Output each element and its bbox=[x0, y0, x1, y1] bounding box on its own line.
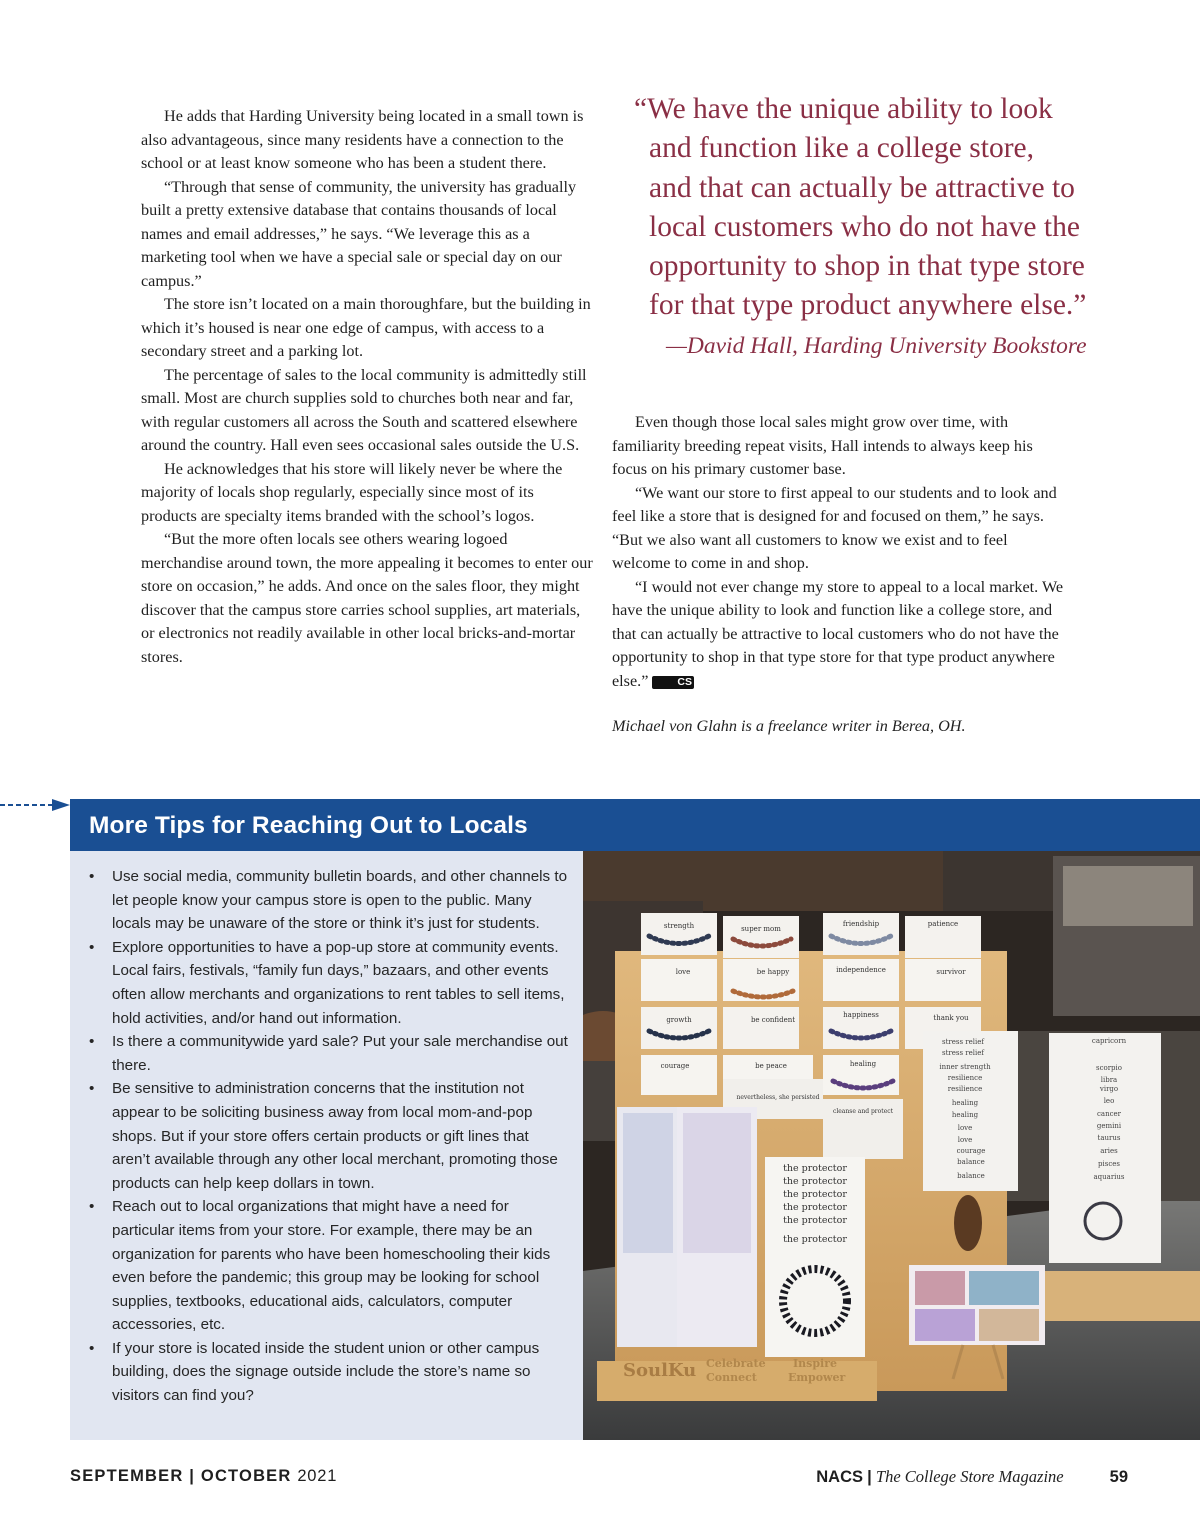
article-paragraph: “But the more often locals see others wearing logoed merchandise around town, the more appealing it becomes to enter our store on occasion,” he adds. And once on the sales floor, they might discover that the campus store carries school supplies, art materials, or electronics not readily available in other local bricks-and-mortar stores. bbox=[141, 530, 593, 666]
card-label: thank you bbox=[933, 1014, 969, 1022]
card-label: happiness bbox=[843, 1011, 879, 1019]
footer-issue bbox=[70, 1467, 337, 1486]
sidebar-box bbox=[70, 851, 583, 1440]
card-label: the protector bbox=[783, 1163, 847, 1174]
sidebar-header bbox=[70, 799, 1200, 851]
footer-separator: | bbox=[189, 1467, 196, 1485]
list-item bbox=[89, 1195, 569, 1337]
card-label: capricorn bbox=[1091, 1037, 1127, 1045]
article-left-column bbox=[141, 105, 593, 669]
tip-text: Be sensitive to administration concerns that the institution not appear to be soliciting business away from local mom-and-pop shops. But if your store offers certain products or gift lines that aren’t available through any other local merchant, promoting those products can help keep dollars in town. bbox=[112, 1080, 558, 1192]
bullet-icon: • bbox=[89, 1080, 95, 1098]
card-label: the protector bbox=[783, 1215, 847, 1226]
card-label: be peace bbox=[755, 1062, 787, 1070]
card-label: super mom bbox=[741, 925, 781, 933]
card-label: friendship bbox=[842, 920, 880, 928]
card-label: healing bbox=[951, 1111, 979, 1119]
card-label: healing bbox=[849, 1060, 877, 1068]
card-label: the protector bbox=[783, 1234, 847, 1245]
article-paragraph: The store isn’t located on a main thoroughfare, but the building in which it’s housed is near one edge of campus, with access to a secondary street and a parking lot. bbox=[141, 295, 591, 360]
tips-list bbox=[89, 865, 569, 1408]
page-number: 59 bbox=[1109, 1468, 1128, 1486]
card-label: cancer bbox=[1096, 1110, 1122, 1118]
pull-quote-line: and function like a college store, bbox=[649, 132, 1034, 165]
card-label: the protector bbox=[783, 1176, 847, 1187]
footer-month: SEPTEMBER bbox=[70, 1467, 184, 1485]
tip-text: If your store is located inside the student union or other campus building, does the signage outside include the store’s name so visitors can find you? bbox=[112, 1339, 540, 1405]
bullet-icon: • bbox=[89, 1033, 95, 1051]
card-label: leo bbox=[1103, 1097, 1115, 1105]
bullet-icon: • bbox=[89, 1198, 95, 1216]
card-label: cleanse and protect bbox=[832, 1108, 894, 1115]
article-paragraph: “We want our store to first appeal to our students and to look and feel like a store that is designed for and focused on them,” he says. “But we also want all customers to know we exist and to feel welcome to come in and shop. bbox=[612, 483, 1057, 572]
card-label: libra bbox=[1100, 1076, 1118, 1084]
tip-text: Use social media, community bulletin boards, and other channels to let people know your campus store is open to the public. Many locals may be unaware of the store or think it’s just for students. bbox=[112, 868, 568, 933]
bullet-icon: • bbox=[89, 868, 95, 885]
card-label: love bbox=[957, 1124, 973, 1132]
article-paragraph: He adds that Harding University being located in a small town is also advantageous, since many residents have a connection to the school or at least know someone who has been a student there. bbox=[141, 107, 584, 172]
article-paragraph: Even though those local sales might grow over time, with familiarity breeding repeat visits, Hall intends to always keep his focus on his primary customer base. bbox=[612, 413, 1033, 478]
card-label: love bbox=[675, 968, 691, 976]
card-label: independence bbox=[836, 966, 886, 974]
pull-quote bbox=[634, 90, 1154, 366]
list-item bbox=[89, 936, 569, 1030]
sign-text: Connect bbox=[706, 1371, 757, 1384]
card-label: resilience bbox=[947, 1074, 983, 1082]
card-label: strength bbox=[663, 922, 695, 930]
display-sign bbox=[623, 1357, 846, 1384]
photo-illustration bbox=[583, 851, 1200, 1440]
card-label: stress relief bbox=[941, 1038, 985, 1046]
list-item bbox=[89, 865, 569, 936]
card-label: growth bbox=[666, 1016, 692, 1024]
card-label: virgo bbox=[1099, 1085, 1119, 1093]
card-label: scorpio bbox=[1095, 1064, 1123, 1072]
sign-text: Celebrate bbox=[706, 1357, 766, 1370]
pull-quote-line: opportunity to shop in that type store bbox=[649, 250, 1085, 283]
end-mark-icon: CS bbox=[652, 676, 694, 689]
sign-text: Empower bbox=[788, 1371, 846, 1384]
article-paragraph bbox=[612, 576, 1067, 694]
card-label: healing bbox=[951, 1099, 979, 1107]
card-label: the protector bbox=[783, 1202, 847, 1213]
tip-text: Explore opportunities to have a pop-up store at community events. Local fairs, festivals, “family fun days,” bazaars, and other events often allow merchants and organizations to rent tables to sell items, hold activities, and/or hand out information. bbox=[112, 938, 565, 1027]
article-paragraph: The percentage of sales to the local community is admittedly still small. Most are church supplies sold to churches both near and far, with regular customers all across the South and scattered elsewhere around the country. Hall even sees occasional sales outside the U.S. bbox=[141, 365, 587, 454]
list-item bbox=[89, 1030, 569, 1077]
card-label: balance bbox=[957, 1172, 985, 1180]
list-item bbox=[89, 1077, 569, 1195]
bullet-icon: • bbox=[89, 1339, 95, 1357]
card-label: the protector bbox=[783, 1189, 847, 1200]
card-label: resilience bbox=[947, 1085, 983, 1093]
card-label: courage bbox=[956, 1147, 986, 1155]
card-label: pisces bbox=[1098, 1160, 1120, 1168]
dashed-arrow-icon bbox=[0, 796, 72, 814]
pull-quote-attribution: —David Hall, Harding University Bookstore bbox=[666, 332, 1087, 359]
card-label: be happy bbox=[756, 968, 790, 976]
article-paragraph: He acknowledges that his store will likely never be where the majority of locals shop regularly, especially since most of its products are specialty items branded with the school’s logos. bbox=[141, 459, 563, 525]
footer-separator: | bbox=[867, 1468, 872, 1486]
card-label: stress relief bbox=[941, 1049, 985, 1057]
card-label: aquarius bbox=[1093, 1173, 1125, 1181]
card-label: gemini bbox=[1096, 1122, 1122, 1130]
card-label: taurus bbox=[1097, 1134, 1121, 1142]
brand-label: SoulKu bbox=[623, 1360, 697, 1381]
card-label: survivor bbox=[936, 968, 966, 976]
pull-quote-line: and that can actually be attractive to bbox=[649, 171, 1075, 204]
sidebar-title: More Tips for Reaching Out to Locals bbox=[89, 812, 528, 839]
author-byline: Michael von Glahn is a freelance writer in Berea, OH. bbox=[612, 717, 966, 735]
list-item bbox=[89, 1337, 569, 1408]
store-display-photo bbox=[583, 851, 1200, 1440]
sign-text: Inspire bbox=[793, 1357, 837, 1370]
article-right-column bbox=[612, 411, 1067, 693]
card-label: inner strength bbox=[939, 1063, 991, 1071]
tip-text: Is there a communitywide yard sale? Put your sale merchandise out there. bbox=[112, 1033, 568, 1074]
tip-text: Reach out to local organizations that might have a need for particular items from your store. For example, there may be an organization for parents who have been homeschooling their kids even before the pandemic; this group may be looking for school supplies, textbooks, educational aids, calculators, computer accessories, etc. bbox=[112, 1198, 551, 1334]
card-label: aries bbox=[1100, 1147, 1118, 1155]
card-label: love bbox=[957, 1136, 973, 1144]
footer-year: 2021 bbox=[297, 1467, 338, 1485]
pull-quote-line: “We have the unique ability to look bbox=[634, 93, 1053, 125]
footer-magazine-title: The College Store Magazine bbox=[875, 1467, 1064, 1486]
footer-org: NACS bbox=[816, 1468, 864, 1486]
card-label: nevertheless, she persisted bbox=[736, 1094, 820, 1101]
article-paragraph-text: “I would not ever change my store to appeal to a local market. We have the unique ability to look and function like a college store, and that can actually be attractive to local customers who do not have the opportunity to shop in that type store for that type product anywhere else.” bbox=[612, 577, 1064, 690]
card-label: be confident bbox=[750, 1016, 796, 1024]
footer-publication bbox=[816, 1467, 1128, 1487]
footer-month: OCTOBER bbox=[200, 1467, 292, 1485]
pull-quote-line: for that type product anywhere else.” bbox=[649, 289, 1087, 322]
card-label: courage bbox=[660, 1062, 690, 1070]
pull-quote-line: local customers who do not have the bbox=[649, 210, 1080, 243]
article-paragraph: “Through that sense of community, the university has gradually built a pretty extensive database that contains thousands of local names and email addresses,” he says. “We leverage this as a marketing tool when we have a special sale or special day on our campus.” bbox=[141, 177, 577, 290]
card-label: patience bbox=[927, 920, 959, 928]
bullet-icon: • bbox=[89, 938, 95, 956]
card-label: balance bbox=[957, 1158, 985, 1166]
